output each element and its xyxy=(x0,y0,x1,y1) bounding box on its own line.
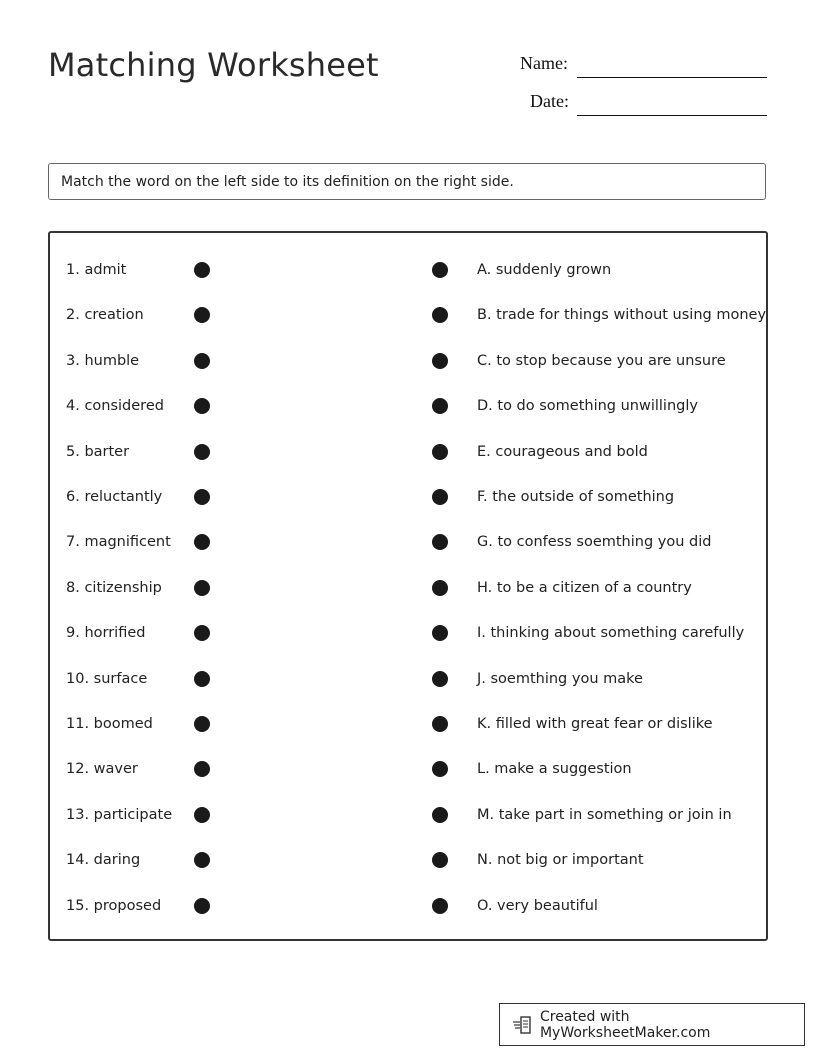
word-item: 15. proposed xyxy=(66,897,162,914)
word-dot[interactable] xyxy=(194,761,210,777)
definition-item: G. to confess soemthing you did xyxy=(477,534,712,551)
word-item: 5. barter xyxy=(66,443,130,460)
word-item: 4. considered xyxy=(66,398,164,415)
worksheet-maker-logo-icon xyxy=(512,1014,534,1036)
instructions-box: Match the word on the left side to its definition on the right side. xyxy=(48,163,766,200)
definition-dot[interactable] xyxy=(432,807,448,823)
word-item: 1. admit xyxy=(66,262,127,278)
word-dot[interactable] xyxy=(194,307,210,323)
match-row xyxy=(50,351,766,371)
match-row xyxy=(50,442,766,462)
match-row xyxy=(50,260,766,280)
word-item: 14. daring xyxy=(66,852,141,869)
word-item: 10. surface xyxy=(66,670,148,687)
definition-item: B. trade for things without using money xyxy=(477,307,767,324)
definition-item: I. thinking about something carefully xyxy=(477,625,745,642)
definition-item: H. to be a citizen of a country xyxy=(477,579,692,596)
word-dot[interactable] xyxy=(194,534,210,550)
word-item: 7. magnificent xyxy=(66,534,171,551)
definition-item: D. to do something unwillingly xyxy=(477,398,698,415)
match-row xyxy=(50,578,766,598)
match-row xyxy=(50,532,766,552)
word-dot[interactable] xyxy=(194,671,210,687)
definition-dot[interactable] xyxy=(432,625,448,641)
word-dot[interactable] xyxy=(194,580,210,596)
word-dot[interactable] xyxy=(194,898,210,914)
word-dot[interactable] xyxy=(194,489,210,505)
definition-dot[interactable] xyxy=(432,262,448,278)
match-row xyxy=(50,487,766,507)
word-item: 8. citizenship xyxy=(66,579,162,596)
page-title: Matching Worksheet xyxy=(48,46,379,84)
definition-dot[interactable] xyxy=(432,761,448,777)
word-dot[interactable] xyxy=(194,852,210,868)
definition-item: E. courageous and bold xyxy=(477,443,648,460)
word-dot[interactable] xyxy=(194,716,210,732)
date-line[interactable] xyxy=(577,115,767,116)
word-item: 13. participate xyxy=(66,806,173,823)
word-item: 12. waver xyxy=(66,761,138,778)
definition-dot[interactable] xyxy=(432,444,448,460)
name-line[interactable] xyxy=(577,77,767,78)
definition-item: M. take part in something or join in xyxy=(477,806,732,823)
definition-item: F. the outside of something xyxy=(477,489,675,505)
match-row xyxy=(50,896,766,916)
definition-dot[interactable] xyxy=(432,489,448,505)
matching-area xyxy=(48,231,768,941)
name-label: Name: xyxy=(520,53,568,73)
match-row xyxy=(50,396,766,416)
footer-credit xyxy=(499,1003,805,1046)
definition-item: J. soemthing you make xyxy=(477,670,643,687)
definition-dot[interactable] xyxy=(432,580,448,596)
definition-dot[interactable] xyxy=(432,898,448,914)
word-item: 2. creation xyxy=(66,307,144,324)
definition-item: A. suddenly grown xyxy=(477,262,612,278)
definition-item: L. make a suggestion xyxy=(477,761,632,778)
definition-dot[interactable] xyxy=(432,307,448,323)
word-dot[interactable] xyxy=(194,444,210,460)
word-dot[interactable] xyxy=(194,625,210,641)
word-item: 9. horrified xyxy=(66,625,146,642)
match-row xyxy=(50,623,766,643)
word-dot[interactable] xyxy=(194,353,210,369)
match-row xyxy=(50,805,766,825)
footer-text: Created with MyWorksheetMaker.com xyxy=(539,1008,711,1041)
match-row xyxy=(50,850,766,870)
definition-dot[interactable] xyxy=(432,353,448,369)
word-item: 6. reluctantly xyxy=(66,489,163,505)
definition-item: N. not big or important xyxy=(477,852,644,869)
definition-dot[interactable] xyxy=(432,852,448,868)
word-dot[interactable] xyxy=(194,807,210,823)
word-dot[interactable] xyxy=(194,262,210,278)
word-dot[interactable] xyxy=(194,398,210,414)
match-row xyxy=(50,669,766,689)
date-label: Date: xyxy=(530,91,569,111)
definition-item: O. very beautiful xyxy=(477,897,598,914)
word-item: 3. humble xyxy=(66,352,140,369)
match-row xyxy=(50,759,766,779)
match-row xyxy=(50,305,766,325)
match-row xyxy=(50,714,766,734)
definition-dot[interactable] xyxy=(432,716,448,732)
definition-dot[interactable] xyxy=(432,534,448,550)
definition-dot[interactable] xyxy=(432,398,448,414)
definition-item: K. filled with great fear or dislike xyxy=(477,716,713,732)
word-item: 11. boomed xyxy=(66,716,153,732)
definition-item: C. to stop because you are unsure xyxy=(477,352,726,369)
definition-dot[interactable] xyxy=(432,671,448,687)
